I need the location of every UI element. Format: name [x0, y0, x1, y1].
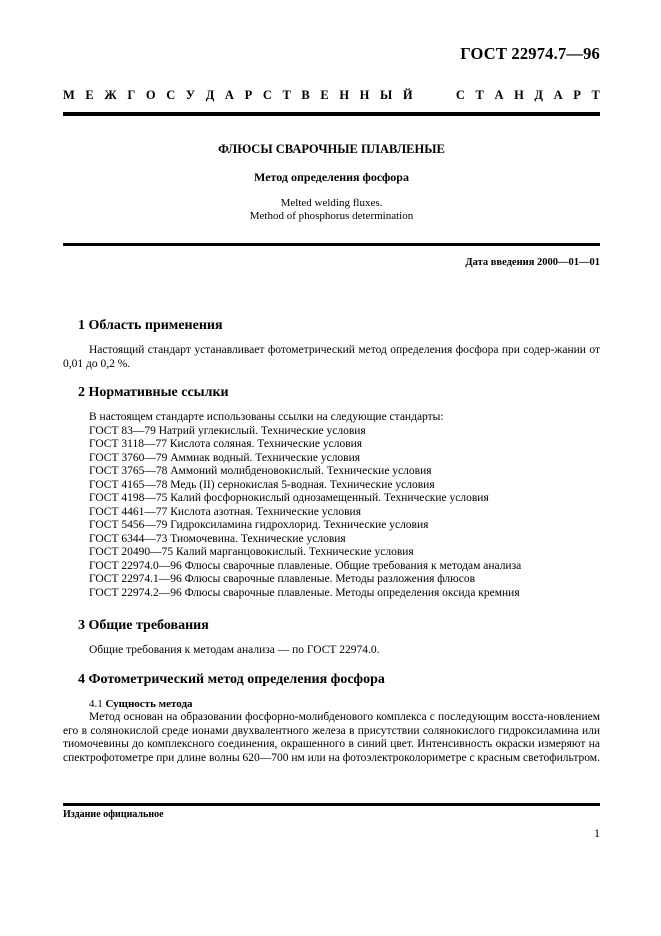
- banner-letter: С: [262, 88, 272, 102]
- subsection-label: [89, 698, 193, 710]
- banner-letter: Ж: [104, 88, 117, 102]
- title-rule: [63, 243, 600, 246]
- header-rule: [63, 112, 600, 116]
- banner-gap: [423, 88, 445, 103]
- section-text: Метод основан на образовании фосфорно-молибденового комплекса с последующим восста-новлением его в солянокислой среде ионами двухвалентного железа в присутствии солянокислого гидроксиламина или тиомочевины до комплексного соединения, окрашенного в синий цвет. Интенсивность окраски измеряют на спектрофотометре при длине волны 620—700 нм или на фотоэлектроколориметре с красным светофильтром.: [63, 711, 600, 764]
- official-edition-label: Издание официальное: [63, 809, 164, 820]
- reference-item: ГОСТ 4461—77 Кислота азотная. Технические условия: [89, 505, 361, 518]
- interstate-standard-banner: [63, 88, 600, 103]
- reference-item: ГОСТ 20490—75 Калий марганцовокислый. Технические условия: [89, 546, 414, 558]
- section-heading: 1 Область применения: [78, 318, 223, 333]
- banner-letter: Е: [320, 88, 329, 102]
- banner-letter: М: [63, 88, 75, 102]
- reference-item: ГОСТ 22974.2—96 Флюсы сварочные плавленые. Методы определения оксида кремния: [89, 586, 520, 599]
- reference-item: ГОСТ 83—79 Натрий углекислый. Технические условия: [89, 424, 366, 437]
- banner-letter: Е: [85, 88, 94, 102]
- banner-letter: Г: [127, 88, 136, 102]
- section-heading: 2 Нормативные ссылки: [78, 385, 229, 400]
- section-text: Настоящий стандарт устанавливает фотометрический метод определения фосфора при содер-жании от 0,01 до 0,2 %.: [63, 344, 600, 370]
- section-heading: 4 Фотометрический метод определения фосфора: [78, 672, 385, 687]
- banner-letter: Т: [591, 88, 600, 102]
- english-title-line: Melted welding fluxes.: [280, 197, 383, 209]
- banner-letter: Й: [402, 88, 413, 102]
- section-text: Общие требования к методам анализа — по ГОСТ 22974.0.: [89, 644, 380, 656]
- banner-letter: Д: [205, 88, 215, 102]
- english-title-line: Method of phosphorus determination: [249, 209, 414, 222]
- reference-item: ГОСТ 3760—79 Аммиак водный. Технические условия: [89, 451, 361, 464]
- banner-letter: О: [145, 88, 156, 102]
- banner-letter: А: [553, 88, 563, 102]
- banner-letter: Н: [514, 88, 524, 102]
- reference-item: ГОСТ 3765—78 Аммоний молибденовокислый. Технические условия: [89, 465, 432, 477]
- reference-item: ГОСТ 4165—78 Медь (II) сернокислая 5-водная. Технические условия: [89, 478, 435, 491]
- standard-code: ГОСТ 22974.7—96: [460, 44, 600, 63]
- banner-letter: Р: [244, 88, 253, 102]
- section-heading: 3 Общие требования: [78, 618, 209, 633]
- banner-letter: С: [455, 88, 465, 102]
- banner-letter: А: [224, 88, 234, 102]
- banner-letter: Т: [282, 88, 291, 102]
- references-intro: В настоящем стандарте использованы ссылки на следующие стандарты:: [89, 411, 444, 423]
- subsection-title: Сущность метода: [105, 698, 193, 710]
- banner-letter: С: [166, 88, 176, 102]
- reference-item: ГОСТ 6344—73 Тиомочевина. Технические условия: [89, 532, 346, 545]
- references-list: [89, 411, 626, 600]
- reference-item: ГОСТ 22974.0—96 Флюсы сварочные плавленые. Общие требования к методам анализа: [89, 559, 522, 572]
- reference-item: ГОСТ 5456—79 Гидроксиламина гидрохлорид. Технические условия: [89, 519, 429, 531]
- banner-letter: Р: [573, 88, 581, 102]
- reference-item: ГОСТ 3118—77 Кислота соляная. Технические условия: [89, 438, 363, 450]
- document-subtitle: Метод определения фосфора: [254, 170, 409, 184]
- banner-letter: В: [301, 88, 310, 102]
- banner-letter: Т: [475, 88, 484, 102]
- introduction-date: Дата введения 2000—01—01: [465, 257, 600, 268]
- document-title: ФЛЮСЫ СВАРОЧНЫЕ ПЛАВЛЕНЫЕ: [218, 142, 445, 156]
- subsection-number: 4.1: [89, 698, 103, 710]
- footer-rule: [63, 803, 600, 806]
- page-number: 1: [594, 826, 600, 840]
- banner-letter: Н: [359, 88, 370, 102]
- banner-letter: Н: [339, 88, 350, 102]
- reference-item: ГОСТ 22974.1—96 Флюсы сварочные плавленые. Методы разложения флюсов: [89, 573, 476, 585]
- english-title: [63, 197, 600, 222]
- banner-letter: Д: [534, 88, 544, 102]
- banner-letter: А: [494, 88, 504, 102]
- banner-letter: Ы: [380, 88, 393, 102]
- reference-item: ГОСТ 4198—75 Калий фосфорнокислый однозамещенный. Технические условия: [89, 492, 489, 504]
- banner-letter: У: [185, 88, 196, 102]
